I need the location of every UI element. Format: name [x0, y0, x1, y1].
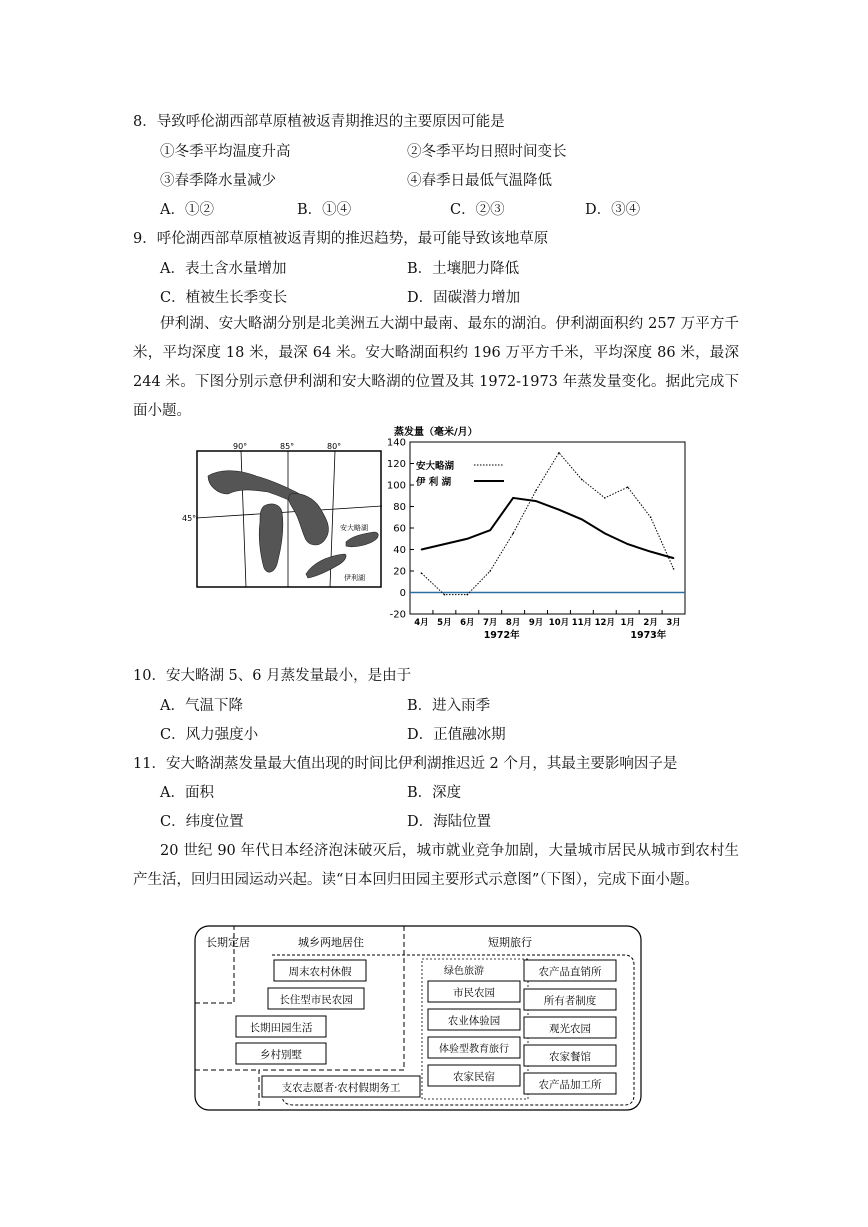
- q8-statement-1: ①冬季平均温度升高: [160, 144, 291, 160]
- q10-option-a: A．气温下降: [160, 698, 243, 714]
- series-erie-line: [421, 498, 673, 558]
- q8-statement-4: ④春季日最低气温降低: [407, 173, 552, 189]
- box-volunteer-label: 支农志愿者·农村假期务工: [281, 1082, 401, 1094]
- year-label-1972: 1972年: [483, 630, 520, 641]
- q8-option-c: C．②③: [450, 202, 505, 218]
- series-ontario-line: [421, 453, 673, 595]
- erie-point: [535, 500, 537, 502]
- erie-point: [581, 519, 583, 521]
- y-tick-label: -20: [389, 609, 406, 621]
- q8-statement-3: ③春季降水量减少: [160, 173, 276, 189]
- y-tick-label: 140: [386, 437, 406, 449]
- label-erie: 伊利湖: [344, 574, 365, 582]
- box-direct-sales-label: 农产品直销所: [538, 966, 602, 978]
- label-lon-85: 85°: [280, 442, 295, 451]
- chart-legend: [415, 460, 504, 488]
- ontario-point: [627, 486, 629, 488]
- q9-stem: 9．呼伦湖西部草原植被返青期的推迟趋势，最可能导致该地草原: [133, 231, 549, 247]
- q8-statement-2: ②冬季平均日照时间变长: [407, 144, 567, 160]
- box-processing-label: 农产品加工所: [538, 1079, 602, 1091]
- q11-option-b: B．深度: [407, 785, 462, 801]
- x-tick-label: 3月: [666, 618, 681, 628]
- q10-option-b: B．进入雨季: [407, 698, 491, 714]
- ontario-point: [673, 568, 675, 570]
- box-weekend-stay-label: 周末农村休假: [288, 966, 352, 978]
- erie-point: [512, 497, 514, 499]
- erie-point: [489, 529, 491, 531]
- q9-option-d: D．固碳潜力增加: [407, 290, 521, 306]
- header-short-term: 短期旅行: [488, 936, 532, 949]
- box-villa-label: 乡村别墅: [260, 1049, 302, 1061]
- y-tick-label: 80: [393, 502, 406, 513]
- x-tick-label: 9月: [528, 618, 544, 628]
- q8-stem: 8．导致呼伦湖西部草原植被返青期推迟的主要原因可能是: [133, 114, 505, 130]
- x-tick-label: 11月: [571, 618, 593, 628]
- label-lat-45: 45°: [182, 514, 197, 523]
- q11-option-a: A．面积: [160, 785, 214, 801]
- q9-option-c: C．植被生长季变长: [160, 290, 288, 306]
- y-tick-label: 60: [393, 523, 406, 535]
- ontario-point: [535, 490, 537, 492]
- box-agri-experience-label: 农业体验园: [447, 1015, 501, 1027]
- ontario-point: [650, 516, 652, 518]
- q11-stem: 11．安大略湖蒸发量最大值出现的时间比伊利湖推迟近 2 个月，其最主要影响因子是: [133, 756, 678, 772]
- label-lon-90: 90°: [233, 442, 248, 451]
- ontario-point: [489, 570, 491, 572]
- great-lakes-map: [182, 442, 382, 588]
- y-tick-label: 120: [386, 459, 406, 470]
- q8-option-a: A．①②: [160, 202, 214, 218]
- ontario-point: [512, 533, 514, 535]
- header-dual-residence: 城乡两地居住: [298, 936, 364, 949]
- ontario-point: [444, 594, 446, 596]
- erie-point: [466, 538, 468, 540]
- box-sightseeing-farm-label: 观光农园: [549, 1023, 591, 1035]
- x-tick-label: 10月: [548, 618, 570, 628]
- box-citizen-farm-label: 市民农园: [453, 987, 495, 999]
- box-long-rural-life-label: 长期田园生活: [249, 1022, 313, 1034]
- q9-option-a: A．表土含水量增加: [160, 261, 287, 277]
- q11-option-d: D．海陆位置: [407, 814, 492, 830]
- ontario-point: [581, 479, 583, 481]
- header-green-tourism: 绿色旅游: [444, 966, 484, 977]
- y-tick-label: 40: [393, 545, 406, 556]
- passage-great-lakes: 伊利湖、安大略湖分别是北美洲五大湖中最南、最东的湖泊。伊利湖面积约 257 万平方千米，平均深度 18 米，最深 64 米。安大略湖面积约 196 万平方千米，平均深度 86 米，最深 244 米。下图分别示意伊利湖和安大略湖的位置及其 1972-1973 年蒸发量变化。据此完成下面小题。: [133, 316, 739, 419]
- box-long-stay-garden-label: 长住型市民农园: [279, 994, 353, 1006]
- erie-point: [604, 533, 606, 535]
- chart-title: 蒸发量（毫米/月）: [394, 427, 478, 438]
- y-tick-label: 20: [393, 566, 406, 578]
- x-tick-label: 4月: [414, 618, 429, 628]
- header-long-term: 长期定居: [206, 936, 250, 949]
- legend-erie: 伊 利 湖: [416, 477, 452, 488]
- q8-option-b: B．①④: [297, 202, 352, 218]
- erie-point: [650, 551, 652, 553]
- box-edu-travel-label: 体验型教育旅行: [439, 1044, 509, 1055]
- rural-return-diagram: [194, 925, 642, 1111]
- q10-option-d: D．正值融冰期: [407, 727, 506, 743]
- label-lon-80: 80°: [327, 442, 342, 451]
- ontario-point: [604, 497, 606, 499]
- legend-ontario: 安大略湖: [416, 461, 455, 472]
- x-tick-label: 2月: [643, 618, 658, 628]
- x-tick-label: 5月: [437, 618, 452, 628]
- q9-option-b: B．土壤肥力降低: [407, 261, 520, 277]
- y-tick-label: 0: [399, 588, 406, 599]
- x-tick-label: 6月: [460, 618, 475, 628]
- q10-option-c: C．风力强度小: [160, 727, 259, 743]
- ontario-point: [421, 572, 423, 574]
- box-farm-inn-label: 农家民宿: [453, 1071, 495, 1083]
- evaporation-chart: [380, 422, 700, 652]
- q10-stem: 10．安大略湖 5、6 月蒸发量最小，是由于: [133, 668, 412, 684]
- box-farm-restaurant-label: 农家餐馆: [549, 1051, 591, 1063]
- box-owner-system-label: 所有者制度: [543, 995, 597, 1007]
- erie-point: [673, 557, 675, 559]
- q8-option-d: D．③④: [585, 202, 641, 218]
- q11-option-c: C．纬度位置: [160, 814, 244, 830]
- x-tick-label: 7月: [482, 618, 498, 628]
- ontario-point: [558, 452, 560, 454]
- passage-japan: 20 世纪 90 年代日本经济泡沫破灭后，城市就业竞争加剧，大量城市居民从城市到农村生产生活，回归田园运动兴起。读“日本回归田园主要形式示意图”（下图），完成下面小题。: [133, 843, 739, 888]
- erie-point: [444, 543, 446, 545]
- x-tick-label: 1月: [620, 618, 635, 628]
- x-tick-label: 8月: [505, 618, 521, 628]
- erie-point: [421, 549, 423, 551]
- year-label-1973: 1973年: [630, 630, 667, 641]
- erie-point: [627, 543, 629, 545]
- erie-point: [558, 509, 560, 511]
- y-tick-label: 100: [386, 480, 406, 492]
- x-tick-label: 12月: [594, 618, 615, 628]
- ontario-point: [466, 594, 468, 596]
- label-ontario: 安大略湖: [340, 524, 368, 532]
